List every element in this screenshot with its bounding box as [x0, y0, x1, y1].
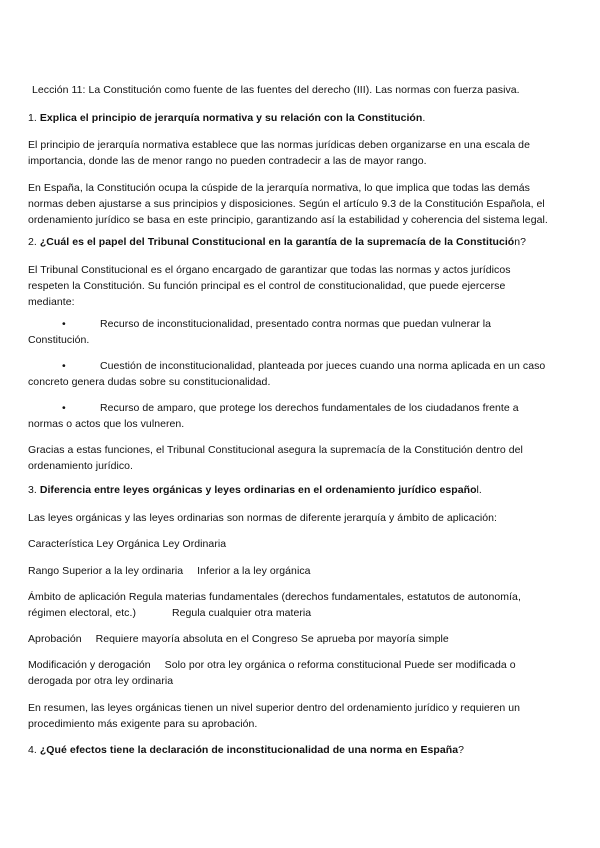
paragraph-line: procedimiento más exigente para su aprobación.	[28, 718, 258, 730]
paragraph-line: En España, la Constitución ocupa la cúspide de la jerarquía normativa, lo que implica que todas las demás	[28, 182, 530, 194]
comparison-row-ambito: Ámbito de aplicación Regula materias fundamentales (derechos fundamentales, estatutos de autonomía,	[28, 591, 521, 603]
paragraph-line: El Tribunal Constitucional es el órgano encargado de garantizar que todas las normas y actos jurídicos	[28, 264, 511, 276]
paragraph-line: ordenamiento jurídico se basa en este principio, garantizando así la estabilidad y coherencia del sistema legal.	[28, 214, 548, 226]
comparison-row-header: Característica Ley Orgánica Ley Ordinaria	[28, 538, 227, 550]
paragraph-line: El principio de jerarquía normativa establece que las normas jurídicas deben organizarse en una escala de	[28, 139, 530, 151]
paragraph-line: normas deben ajustarse a sus principios y disposiciones. Según el artículo 9.3 de la Constitución Española, el	[28, 198, 545, 210]
paragraph-line: Gracias a estas funciones, el Tribunal Constitucional asegura la supremacía de la Constitución dentro del	[28, 444, 523, 456]
paragraph-line: ordenamiento jurídico.	[28, 460, 133, 472]
question-3-title: Diferencia entre leyes orgánicas y leyes ordinarias en el ordenamiento jurídico españo	[39, 484, 477, 496]
row-label: Modificación y derogación	[28, 659, 151, 671]
row-value: Regula cualquier otra materia	[172, 607, 312, 619]
question-4-end: ?	[458, 744, 464, 756]
comparison-row-aprobacion	[28, 631, 578, 647]
question-1-number: 1.	[28, 112, 40, 124]
paragraph-line: Las leyes orgánicas y las leyes ordinarias son normas de diferente jerarquía y ámbito de aplicación:	[28, 512, 497, 524]
lesson-title: Lección 11: La Constitución como fuente de las fuentes del derecho (III). Las normas con fuerza pasiva.	[32, 84, 520, 96]
question-1-heading	[28, 110, 578, 126]
paragraph-line: mediante:	[28, 296, 75, 308]
question-4-number: 4.	[28, 744, 40, 756]
bullet-icon: •	[62, 402, 66, 414]
question-4-title: ¿Qué efectos tiene la declaración de inconstitucionalidad de una norma en España	[39, 744, 459, 756]
bullet-text: Recurso de inconstitucionalidad, presentado contra normas que puedan vulnerar la	[100, 318, 491, 330]
paragraph-line: En resumen, las leyes orgánicas tienen un nivel superior dentro del ordenamiento jurídico y requieren un	[28, 702, 520, 714]
comparison-row-rango	[28, 563, 578, 579]
question-3-heading	[28, 482, 578, 498]
bullet-icon: •	[62, 360, 66, 372]
comparison-row-modificacion-continued: derogada por otra ley ordinaria	[28, 675, 174, 687]
question-4-heading	[28, 742, 578, 758]
question-3-end: l.	[476, 484, 482, 496]
row-value: Inferior a la ley orgánica	[197, 565, 311, 577]
row-label: Rango Superior a la ley ordinaria	[28, 565, 184, 577]
question-1-end: .	[422, 112, 426, 124]
row-value: Solo por otra ley orgánica o reforma constitucional Puede ser modificada o	[164, 659, 516, 671]
question-2-title: ¿Cuál es el papel del Tribunal Constitucional en la garantía de la supremacía de la Constitució	[39, 236, 515, 248]
bullet-text-continued: normas o actos que los vulneren.	[28, 418, 185, 430]
question-3-number: 3.	[28, 484, 40, 496]
row-label: Aprobación	[28, 633, 82, 645]
bullet-text-continued: Constitución.	[28, 334, 90, 346]
paragraph-line: importancia, donde las de menor rango no pueden contradecir a las de mayor rango.	[28, 155, 427, 167]
question-2-number: 2.	[28, 236, 40, 248]
bullet-text-continued: concreto genera dudas sobre su constitucionalidad.	[28, 376, 271, 388]
question-1-title: Explica el principio de jerarquía normativa y su relación con la Constitución	[39, 112, 423, 124]
question-2-heading	[28, 234, 578, 250]
row-value: régimen electoral, etc.)	[28, 607, 136, 619]
bullet-text: Recurso de amparo, que protege los derechos fundamentales de los ciudadanos frente a	[100, 402, 519, 414]
bullet-icon: •	[62, 318, 66, 330]
comparison-row-modificacion	[28, 657, 578, 673]
paragraph-line: respeten la Constitución. Su función principal es el control de constitucionalidad, que puede ejercerse	[28, 280, 506, 292]
comparison-row-ambito-continued	[28, 605, 578, 621]
bullet-text: Cuestión de inconstitucionalidad, planteada por jueces cuando una norma aplicada en un caso	[100, 360, 546, 372]
row-value: Requiere mayoría absoluta en el Congreso Se aprueba por mayoría simple	[95, 633, 449, 645]
question-2-end: n?	[514, 236, 527, 248]
